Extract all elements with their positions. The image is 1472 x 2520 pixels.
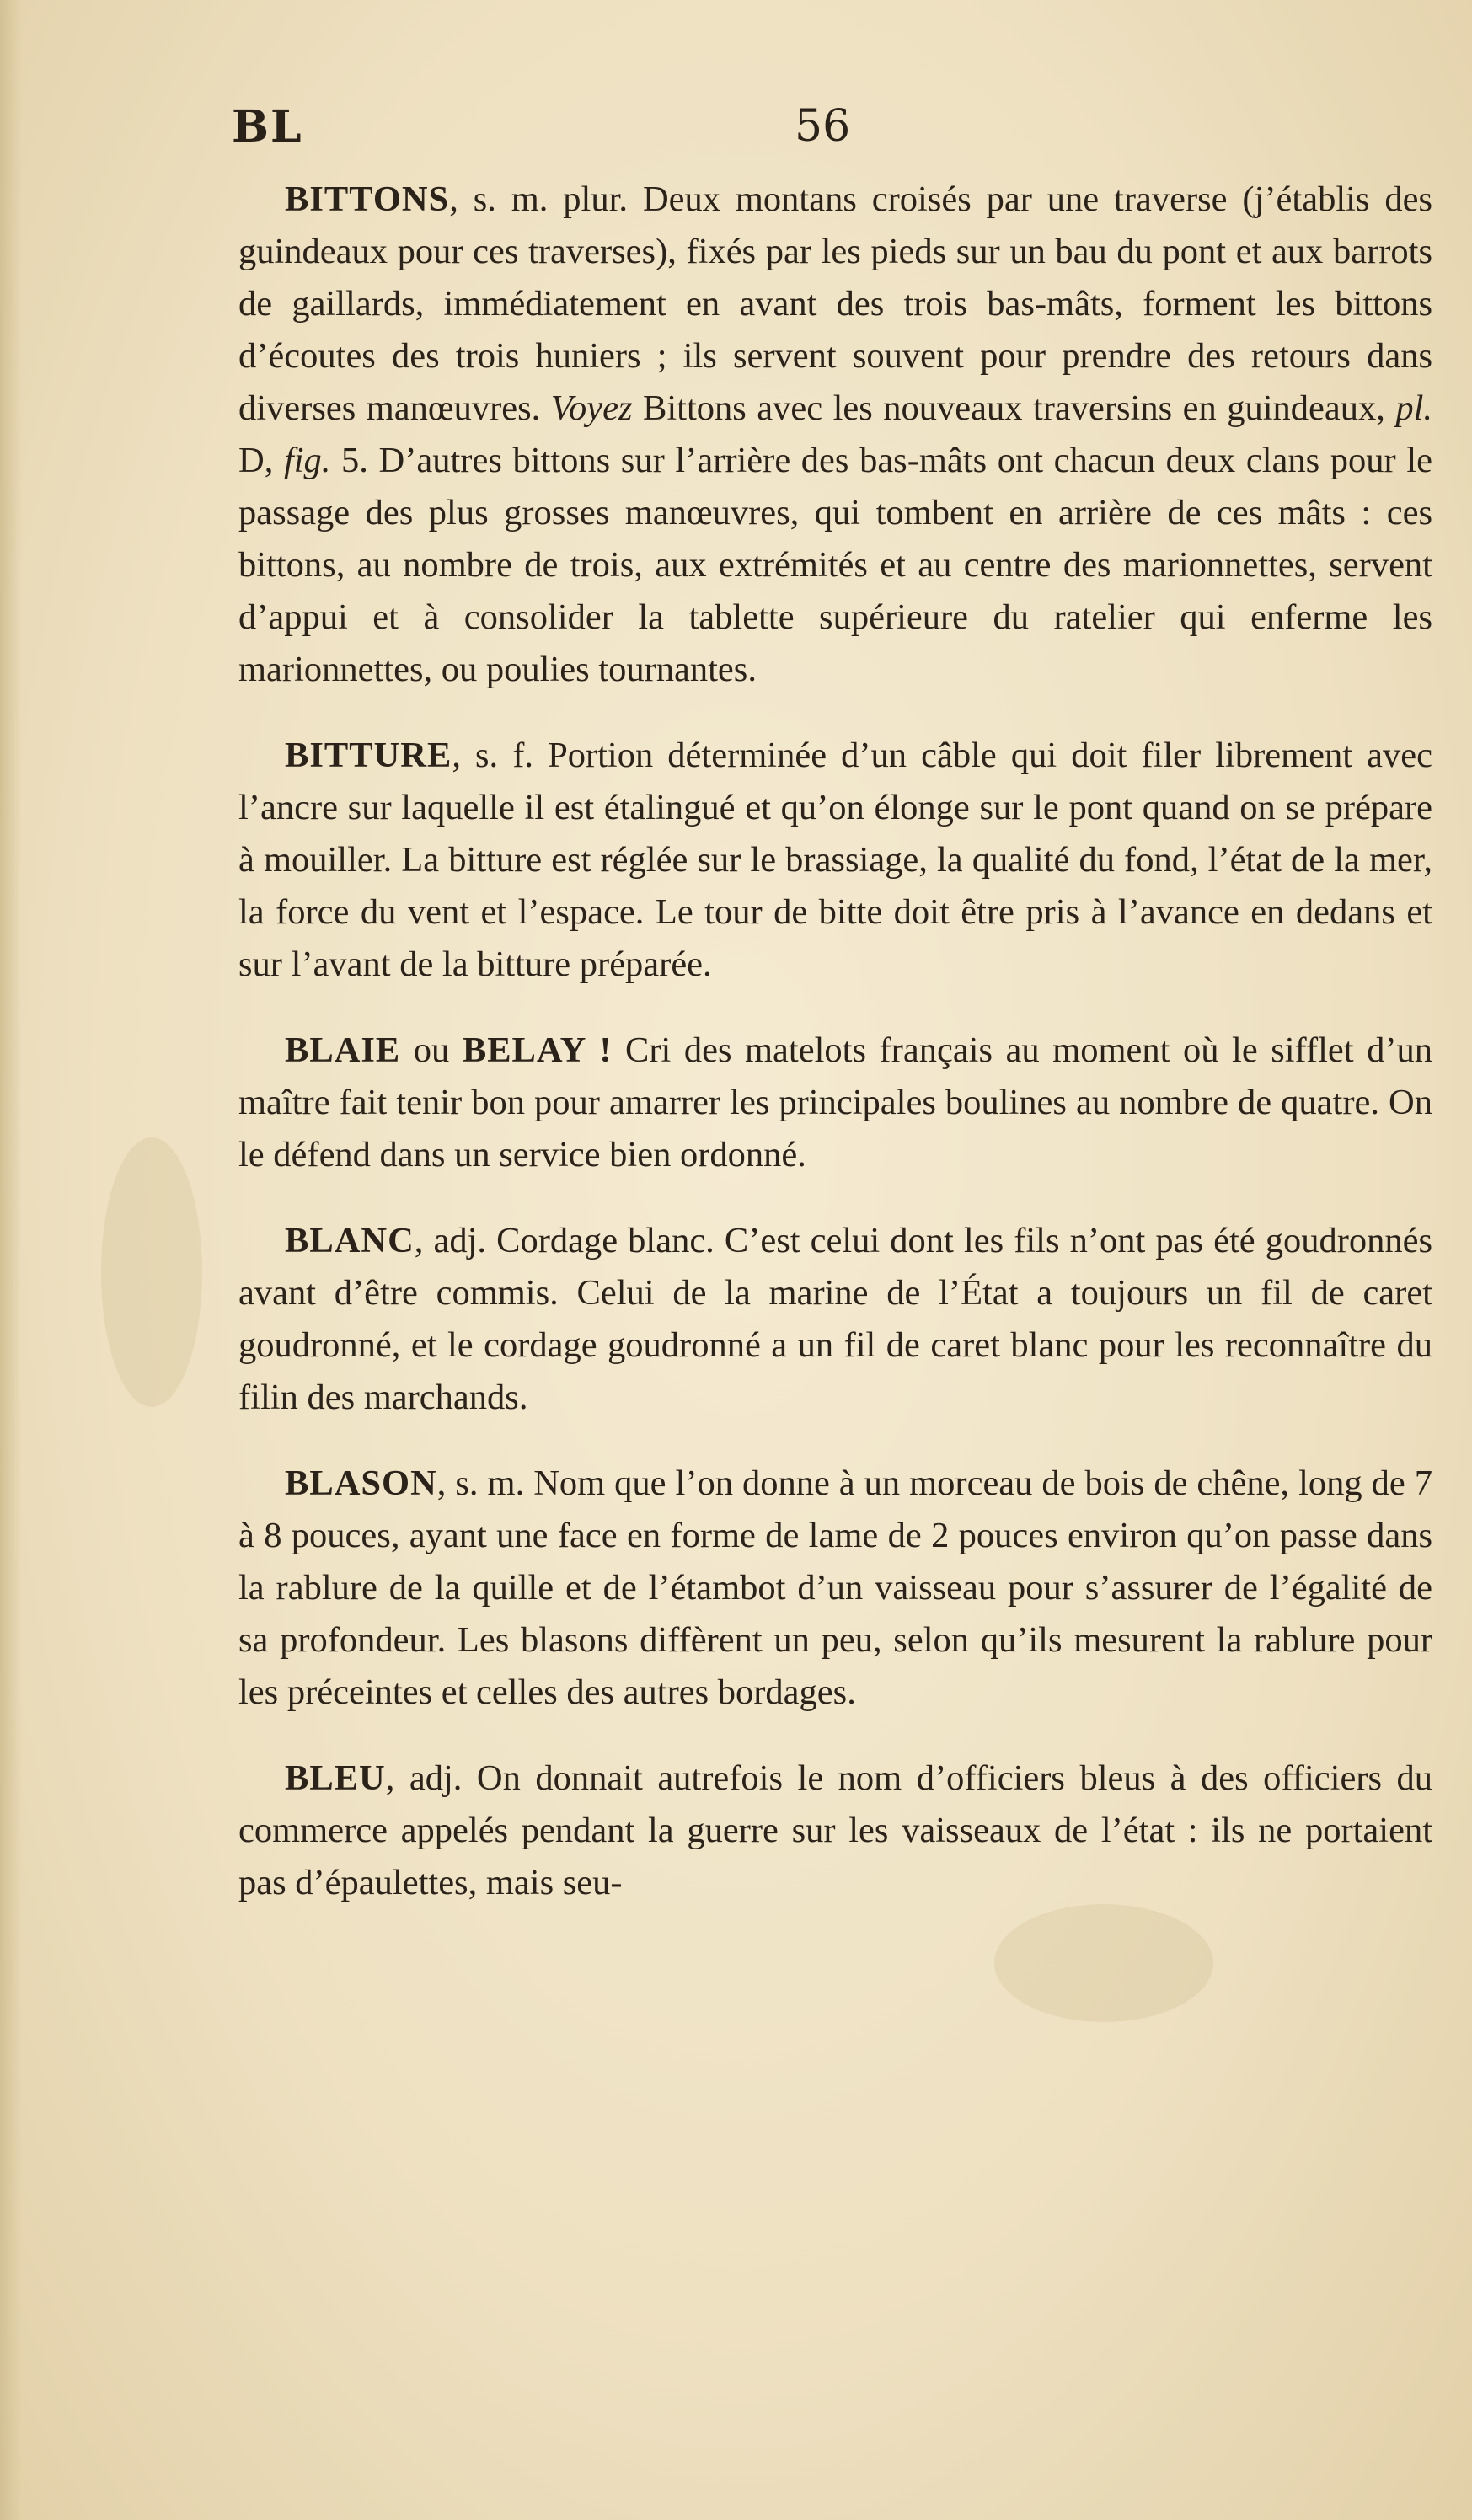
running-head: [232, 101, 1437, 160]
plate-reference: D,: [238, 441, 284, 480]
entry-bittons: [238, 174, 1432, 696]
headword: BITTURE: [285, 736, 452, 775]
running-head-letters: BL: [232, 101, 303, 152]
definition-text: Cri des matelots français au moment où le sifflet d’un maître fait tenir bon pour amarrer les principales boulines au nombre de quatre. On le défend dans un service bien ordonné.: [238, 1030, 1433, 1174]
grammar-label: , s. m. plur.: [449, 179, 629, 219]
headword: BLEU: [285, 1758, 386, 1798]
grammar-label: , adj.: [385, 1758, 463, 1798]
definition-text: Bittons avec les nouveaux traversins en guindeaux,: [632, 388, 1396, 428]
grammar-label: , s. f.: [452, 736, 534, 775]
grammar-label: , adj.: [414, 1221, 487, 1260]
headword: BLAIE: [285, 1030, 401, 1070]
definition-text: Portion déterminée d’un câble qui doit filer librement avec l’ancre sur laquelle il est étalingué et qu’on élonge sur le pont quand on se prépare à mouiller. La bitture est réglée sur le brassiage, la qualité du fond, l’état de la mer, la force du vent et l’espace. Le tour de bitte doit être pris à l’avance en dedans et sur l’avant de la bitture préparée.: [238, 736, 1432, 984]
headword-variant: BELAY !: [462, 1030, 613, 1070]
definition-text: Nom que l’on donne à un morceau de bois de chêne, long de 7 à 8 pouces, ayant une face en forme de lame de 2 pouces environ qu’on passe dans la rablure de la quille et de l’étambot d’un vaisseau pour s’assurer de l’égalité de sa profondeur. Les blasons diffèrent un peu, selon qu’ils mesurent la rablure pour les préceintes et celles des autres bordages.: [238, 1463, 1432, 1712]
definition-text: Deux montans croisés par une traverse (j’établis des guindeaux pour ces traverses), fixés par les pieds sur un bau du pont et aux barrots de gaillards, immédiatement en avant des trois bas-mâts, forment les bittons d’écoutes des trois huniers ; ils servent souvent pour prendre des retours dans diverses manœuvres.: [238, 179, 1433, 428]
entry-blason: [238, 1458, 1432, 1719]
entry-bitture: [238, 730, 1432, 991]
entry-blaie: [238, 1025, 1432, 1181]
plate-label: pl.: [1395, 388, 1433, 428]
definition-text: Cordage blanc. C’est celui dont les fils n’ont pas été goudronnés avant d’être commis. Celui de la marine de l’État a toujours un fil de caret goudronné, et le cordage goudronné a un fil de caret blanc pour les reconnaître du filin des marchands.: [238, 1221, 1432, 1417]
definition-text: 5. D’autres bittons sur l’arrière des bas-mâts ont chacun deux clans pour le passage des plus grosses manœuvres, qui tombent en arrière de ces mâts : ces bittons, au nombre de trois, aux extrémités et au centre des marionnettes, servent d’appui et à consolider la tablette supérieure du ratelier qui enferme les marionnettes, ou poulies tournantes.: [238, 441, 1432, 689]
entry-blanc: [238, 1215, 1432, 1424]
entry-bleu: [238, 1752, 1432, 1909]
headword: BLASON: [285, 1463, 437, 1503]
paper-stain: [994, 1904, 1213, 2022]
paper-stain: [101, 1137, 202, 1407]
grammar-label: , s. m.: [436, 1463, 525, 1503]
connector-text: ou: [400, 1030, 463, 1070]
page-edge-shadow: [0, 0, 22, 2520]
cross-reference-label: Voyez: [550, 388, 633, 428]
figure-label: fig.: [283, 441, 331, 480]
headword: BLANC: [285, 1221, 415, 1260]
headword: BITTONS: [285, 179, 450, 219]
dictionary-text: [238, 174, 1432, 1909]
definition-text: On donnait autrefois le nom d’officiers bleus à des officiers du commerce appelés pendant la guerre sur les vaisseaux de l’état : ils ne portaient pas d’épaulettes, mais seu-: [238, 1758, 1432, 1902]
page-number: 56: [795, 101, 851, 152]
